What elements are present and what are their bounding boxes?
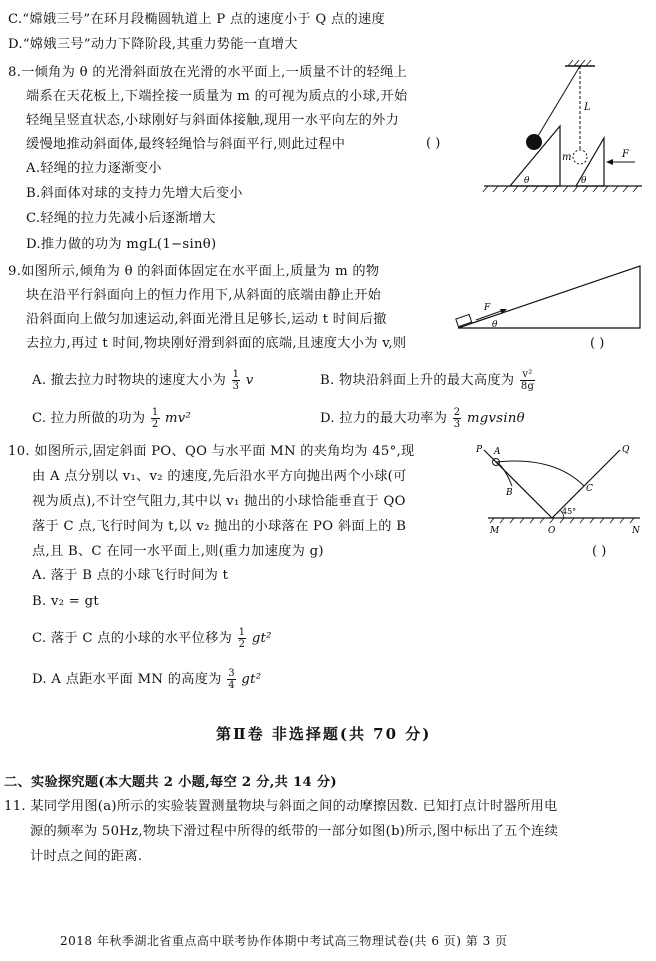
fraction-numerator: 1 [232,369,240,380]
fraction-denominator: 3 [232,381,240,392]
q10-option-d-unit: gt² [241,672,262,687]
fraction-numerator: 3 [228,668,235,679]
q10-label-B: B [506,488,513,498]
q8-label-theta-left: θ [524,176,530,186]
q9-answer-paren: ( ) [590,336,605,351]
q8-stem-line1: 8.一倾角为 θ 的光滑斜面放在光滑的水平面上,一质量不计的轻绳上 [8,65,408,80]
fraction-denominator: 8g [520,381,535,392]
q9-option-a-text: A. 撤去拉力时物块的速度大小为 [32,373,227,388]
q10-label-O: O [548,526,556,536]
q10-label-P: P [476,445,483,455]
q8-label-theta-right: θ [581,176,587,186]
q9-option-d [320,407,525,430]
q10-option-c [32,627,272,650]
page-footer: 2018 年秋季湖北省重点高中联考协作体期中考试高三物理试卷(共 6 页) 第 3 页 [60,934,508,948]
q9-option-a-fraction [232,369,241,392]
q10-trajectory-b [496,462,512,486]
q9-stem-line2: 块在沿平行斜面向上的恒力作用下,从斜面的底端由静止开始 [26,288,382,303]
q11-stem-line3: 计时点之间的距离. [30,849,143,864]
q8-option-a: A.轻绳的拉力逐渐变小 [26,161,162,176]
q8-option-d: D.推力做的功为 mgL(1−sinθ) [26,237,217,252]
q9-figure [452,258,648,334]
q8-figure [480,58,646,198]
fraction-denominator: 3 [453,419,461,430]
fraction-denominator: 4 [228,680,235,691]
q10-slope-PO [484,450,552,518]
q9-option-a-unit: v [245,373,254,388]
q9-option-b-fraction [520,369,535,392]
q10-label-M: M [490,526,500,536]
q9-stem-line3: 沿斜面向上做匀加速运动,斜面光滑且足够长,运动 t 时间后撤 [26,312,387,327]
fraction-numerator: 1 [151,407,159,418]
q9-option-c-text: C. 拉力所做的功为 [32,411,146,426]
q10-option-d-fraction [227,668,236,691]
q10-stem-line2: 由 A 点分别以 v₁、v₂ 的速度,先后沿水平方向抛出两个小球(可 [32,469,407,484]
section2-heading: 二、实验探究题(本大题共 2 小题,每空 2 分,共 14 分) [4,775,337,790]
q10-option-b: B. v₂ = gt [32,594,99,609]
q8-label-m: m [562,152,572,163]
q7-option-c: C.“嫦娥三号”在环月段椭圆轨道上 P 点的速度小于 Q 点的速度 [8,12,385,27]
q10-option-d-text: D. A 点距水平面 MN 的高度为 [32,672,222,687]
q10-stem-line5: 点,且 B、C 在同一水平面上,则(重力加速度为 g) [32,544,324,559]
q8-stem-line2: 端系在天花板上,下端拴接一质量为 m 的可视为质点的小球,开始 [26,89,408,104]
q9-option-c [32,407,191,430]
q9-option-d-text: D. 拉力的最大功率为 [320,411,448,426]
q11-stem-line1: 11. 某同学用图(a)所示的实验装置测量物块与斜面之间的动摩擦因数. 已知打点计时器所用电 [4,799,558,814]
q10-option-d [32,668,261,691]
q8-ball-left [526,134,542,150]
fraction-numerator: 2 [453,407,461,418]
q10-figure [474,438,646,538]
q10-option-a: A. 落于 B 点的小球飞行时间为 t [32,568,229,583]
q9-incline [458,266,640,328]
q8-stem-line3: 轻绳呈竖直状态,小球刚好与斜面体接触,现用一水平向左的外力 [26,113,400,128]
q9-option-c-fraction [151,407,160,430]
q9-option-d-fraction [453,407,462,430]
q10-stem-line4: 落于 C 点,飞行时间为 t,以 v₂ 抛出的小球落在 PO 斜面上的 B [32,519,407,534]
q11-stem-line2: 源的频率为 50Hz,物块下滑过程中所得的纸带的一部分如图(b)所示,图中标出了五个连续 [30,824,559,839]
q8-label-L: L [584,102,591,113]
q10-option-c-text: C. 落于 C 点的小球的水平位移为 [32,631,233,646]
q10-label-N: N [632,526,640,536]
fraction-numerator: v² [520,369,535,381]
q9-label-F: F [484,303,491,313]
q10-option-c-fraction [238,627,247,650]
q8-answer-paren: ( ) [426,136,441,151]
q10-label-angle: 45° [562,507,577,516]
q10-label-Q: Q [622,445,630,455]
q10-label-A: A [494,447,501,457]
q10-stem-line3: 视为质点),不计空气阻力,其中以 v₁ 抛出的小球恰能垂直于 QO [32,494,406,509]
q9-option-d-unit: mgvsinθ [466,411,525,426]
fraction-numerator: 1 [238,627,246,638]
q9-option-c-unit: mv² [165,411,192,426]
q9-stem-line4: 去拉力,再过 t 时间,物块刚好滑到斜面的底端,且速度大小为 v,则 [26,336,407,351]
q10-stem-line1: 10. 如图所示,固定斜面 PO、QO 与水平面 MN 的夹角均为 45°,现 [8,444,415,459]
fraction-denominator: 2 [151,419,159,430]
q10-option-c-unit: gt² [251,631,272,646]
q9-option-b-text: B. 物块沿斜面上升的最大高度为 [320,373,515,388]
q10-label-C: C [586,484,593,494]
q9-option-a [32,369,254,392]
part2-title: 第Ⅱ卷 非选择题(共 70 分) [216,725,432,743]
q7-option-d: D.“嫦娥三号”动力下降阶段,其重力势能一直增大 [8,37,298,52]
q8-label-F: F [622,149,629,160]
q9-stem-line1: 9.如图所示,倾角为 θ 的斜面体固定在水平面上,质量为 m 的物 [8,264,380,279]
q10-trajectory-c [496,461,584,486]
q9-label-theta: θ [492,320,498,330]
q9-option-b [320,369,536,392]
q8-stem-line4: 缓慢地推动斜面体,最终轻绳恰与斜面平行,则此过程中 [26,137,346,152]
q8-option-c: C.轻绳的拉力先减小后逐渐增大 [26,211,216,226]
fraction-denominator: 2 [238,639,246,650]
q10-answer-paren: ( ) [592,544,607,559]
q8-option-b: B.斜面体对球的支持力先增大后变小 [26,186,243,201]
q8-ball-right [573,150,587,164]
